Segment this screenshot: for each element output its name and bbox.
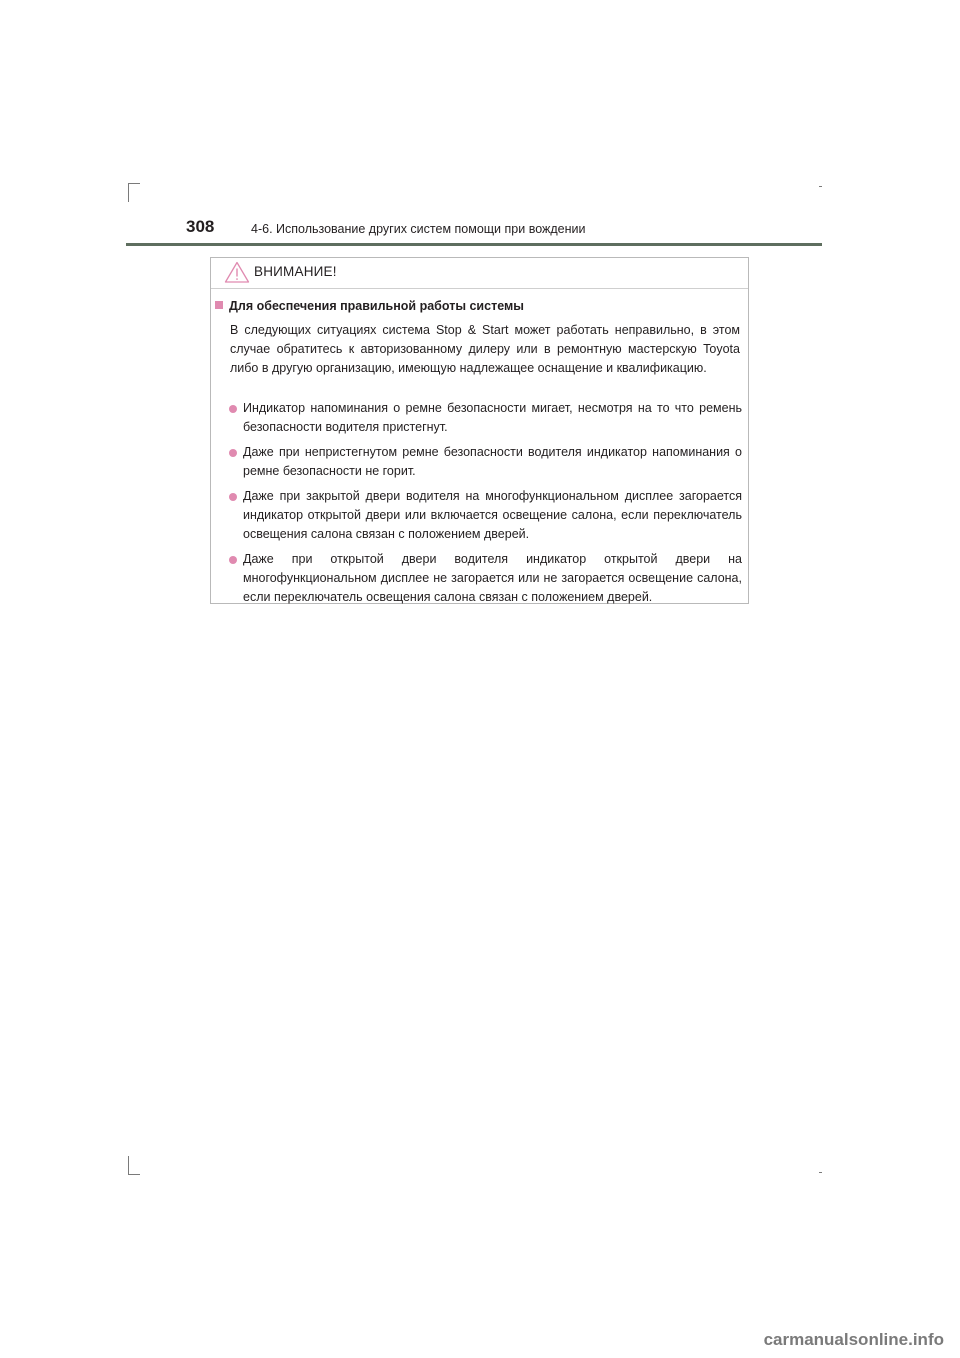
caution-bullet-list [211, 399, 748, 613]
circle-bullet-icon [229, 493, 237, 501]
crop-mark-bottom-left-h [128, 1174, 140, 1175]
list-item-text: Даже при закрытой двери водителя на многофункциональном дисплее загорается индикатор открытой двери или включается освещение салона, если переключатель освещения салона связан с положением дверей. [243, 489, 742, 541]
crop-mark-top-left-h [128, 183, 140, 184]
circle-bullet-icon [229, 556, 237, 564]
caution-header [211, 258, 748, 289]
warning-triangle-icon [224, 261, 250, 283]
crop-mark-bottom-left-v [128, 1156, 129, 1175]
caution-box [210, 257, 749, 604]
watermark: carmanualsonline.info [763, 1330, 944, 1349]
square-bullet-icon [215, 301, 223, 309]
page-number: 308 [186, 217, 215, 236]
crop-mark-top-right [819, 186, 822, 187]
circle-bullet-icon [229, 405, 237, 413]
list-item-text: Даже при непристегнутом ремне безопасности водителя индикатор напоминания о ремне безопасности не горит. [243, 445, 742, 478]
list-item-text: Индикатор напоминания о ремне безопасности мигает, несмотря на то что ремень безопасности водителя пристегнут. [243, 401, 742, 434]
list-item-text: Даже при открытой двери водителя индикатор открытой двери на многофункциональном дисплее не загорается или не загорается освещение салона, если переключатель освещения салона связан с положением дверей. [243, 552, 742, 604]
header-rule [126, 243, 822, 246]
circle-bullet-icon [229, 449, 237, 457]
list-item [211, 443, 742, 481]
caution-subheading [215, 299, 524, 313]
caution-label: ВНИМАНИЕ! [254, 264, 337, 279]
crop-mark-bottom-right [819, 1172, 822, 1173]
caution-subheading-text: Для обеспечения правильной работы системы [229, 299, 524, 313]
list-item [211, 550, 742, 607]
list-item [211, 487, 742, 544]
caution-intro: В следующих ситуациях система Stop & Start может работать неправильно, в этом случае обратитесь к авторизованному дилеру или в ремонтную мастерскую Toyota либо в другую организацию, имеющую надлежащее оснащение и квалификацию. [230, 323, 740, 375]
list-item [211, 399, 742, 437]
section-title: 4-6. Использование других систем помощи при вождении [251, 222, 586, 236]
crop-mark-top-left-v [128, 183, 129, 202]
